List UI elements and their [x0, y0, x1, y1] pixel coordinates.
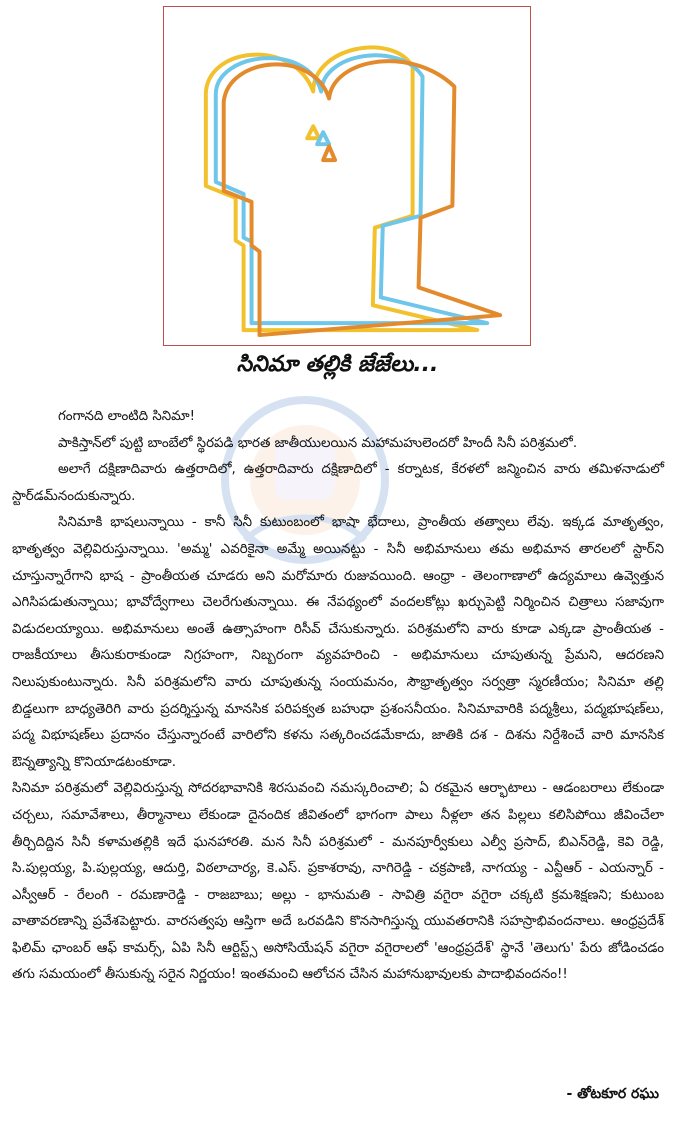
paragraph: సినిమా పరిశ్రమలో వెల్లివిరుస్తున్న సోదరభావానికి శిరసువంచి నమస్కరించాలి; ఏ రకమైన ఆర్భాటాలు - ఆడంబరాలు లేకుండా చర్చలు, సమావేశాలు, తీర్మానాలు లేకుండా దైనందిక జీవితంలో భాగంగా పాలు నీళ్లలా తన పిల్లలు కలిసిపోయి జీవించేలా తీర్చిదిద్దిన సినీ కళామతల్లికి ఇదే ఘనహారతి. మన సినీ పరిశ్రమలో - మనపూర్వీకులు ఎల్వీ ప్రసాద్, బిఎన్‌రెడ్డి, కెవి రెడ్డి, సి.పుల్లయ్య, పి.పుల్లయ్య, ఆదుర్తి, విఠలాచార్య, కె.ఎస్. ప్రకాశరావు, నాగిరెడ్డి - చక్రపాణి, నాగయ్య - ఎన్టీఆర్ - ఎయన్నార్ - ఎస్వీఆర్ - రేలంగి - రమణారెడ్డి - రాజబాబు; అల్లు - భానుమతి - సావిత్రి వగైరా వగైరా చక్కటి క్రమశిక్షణని; కుటుంబ వాతావరణాన్ని ప్రవేశపెట్టారు. వారసత్వపు ఆస్తిగా అదే ఒరవడిని కొనసాగిస్తున్న యువతరానికి సహస్రాభివందనాలు. ఆంధ్రప్రదేశ్ ఫిలిమ్ ఛాంబర్ ఆఫ్ కామర్స్, ఏపి సినీ ఆర్టిస్ట్స్ అసోసియేషన్ వగైరా వగైరాలలో 'ఆంధ్రప్రదేశ్' స్థానే 'తెలుగు' పేరు జోడించడం తగు సమయంలో తీసుకున్న సరైన నిర్ణయం! ఇంతమంచి ఆలోచన చేసిన మహానుభావులకు పాదాభివందనం!!	[12, 781, 664, 983]
paragraph: అలాగే దక్షిణాదివారు ఉత్తరాదిలో, ఉత్తరాదివారు దక్షిణాదిలో - కర్నాటక, కేరళలో జన్మించిన వారు తమిళనాడులో స్టార్‌డమ్‌నందుకున్నారు.	[12, 462, 664, 504]
logo-outline-blue	[216, 55, 487, 323]
paragraph: సినిమాకి భాషలున్నాయి - కానీ సినీ కుటుంబంలో భాషా భేదాలు, ప్రాంతీయ తత్వాలు లేవు. ఇక్కడ మాతృత్వం, భాతృత్వం వెల్లివిరుస్తున్నాయి. 'అమ్మ' ఎవరికైనా అమ్మే అయినట్టు - సినీ అభిమానులు తమ అభిమాన తారలలో స్టార్‌ని చూస్తున్నారేగాని భాష - ప్రాంతీయత చూడరు అని మరోమారు రుజువయింది. ఆంధ్రా - తెలంగాణాలో ఉద్యమాలు ఉవ్వెత్తున ఎగిసిపడుతున్నాయి; భావోద్వేగాలు చెలరేగుతున్నాయి. ఈ నేపథ్యంలో వందలకోట్లు ఖర్చుపెట్టి నిర్మించిన చిత్రాలు సజావుగా విడుదలయ్యాయి. అభిమానులు అంతే ఉత్సాహంగా రిసీవ్ చేసుకున్నారు. పరిశ్రమలోని వారు కూడా ఎక్కడా ప్రాంతీయత - రాజకీయాలు తీసుకురాకుండా నిగ్రహంగా, నిబ్బరంగా వ్యవహరించి - అభిమానులు చూపుతున్న ప్రేమని, ఆదరణని నిలుపుకుంటున్నారు. సినీ పరిశ్రమలోని వారు చూపుతున్న సంయమనం, సౌభ్రాతృత్వం సర్వత్రా స్మరణీయం; సినిమా తల్లి బిడ్డలుగా బాధ్యతెరిగి వారు ప్రదర్శిస్తున్న మానసిక పరిపక్వత బహుధా ప్రశంసనీయం. సినిమావారికి పద్మశ్రీలు, పద్మభూషణ్‌లు, పద్మ విభూషణ్‌లు ప్రదానం చేస్తున్నారంటే వారిలోని కళను సత్కరించడమేకాదు, జాతికి దశ - దిశను నిర్దేశించే వారి మానసిక ఔన్నత్యాన్ని కొనియాడటంకూడా.	[12, 515, 664, 770]
author-byline: - తోటకూర రఘు	[566, 1086, 659, 1102]
paragraph: పాకిస్తాన్‌లో పుట్టి బాంబేలో స్థిరపడి భారత జాతీయులయిన మహామహులెందరో హిందీ సినీ పరిశ్రమలో.	[58, 435, 578, 451]
paragraph: గంగానది లాంటిది సినిమా!	[58, 409, 195, 424]
logo-outline-yellow	[206, 47, 477, 330]
logo-outline-orange	[224, 61, 500, 335]
article-body	[12, 404, 664, 989]
hero-image	[163, 6, 531, 346]
film-camera-logo	[164, 7, 530, 345]
article-title: సినిమా తల్లికి జేజేలు...	[236, 352, 439, 377]
